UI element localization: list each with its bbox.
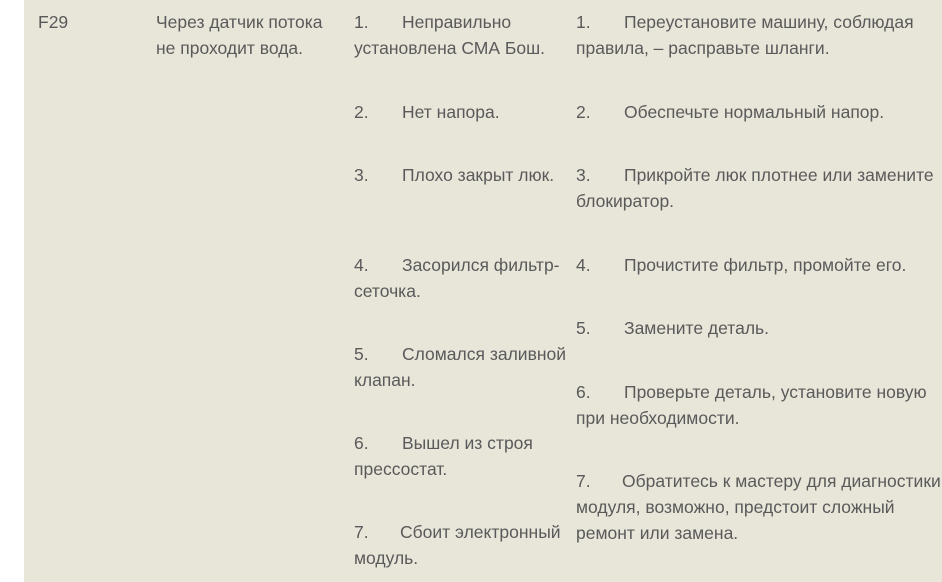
fix-item — [576, 99, 942, 125]
cause-number: 6. — [354, 433, 369, 453]
cause-item — [354, 430, 569, 482]
fix-item — [576, 315, 942, 341]
fix-number: 7. — [576, 471, 591, 491]
cause-number: 5. — [354, 344, 369, 364]
cause-item — [354, 162, 569, 188]
cause-text: Сломался заливной клапан. — [354, 344, 567, 390]
cause-item — [354, 252, 569, 304]
cause-number: 3. — [354, 165, 369, 185]
error-description-cell — [156, 9, 346, 61]
fix-number: 3. — [576, 165, 591, 185]
cause-text: Сбоит электронный модуль. — [354, 522, 561, 568]
cause-text: Нет напора. — [402, 102, 500, 122]
cause-item — [354, 99, 569, 125]
cause-number: 1. — [354, 12, 369, 32]
error-table-row — [24, 0, 942, 582]
fix-item — [576, 162, 942, 214]
cause-text: Засорился фильтр-сеточка. — [354, 255, 560, 301]
fix-number: 2. — [576, 102, 591, 122]
fix-number: 4. — [576, 255, 591, 275]
fix-number: 5. — [576, 318, 591, 338]
fix-text: Замените деталь. — [624, 318, 770, 338]
fix-item — [576, 468, 942, 546]
cause-text: Плохо закрыт люк. — [402, 165, 555, 185]
fix-text: Проверьте деталь, установите новую при необходимости. — [576, 382, 927, 428]
cause-text: Вышел из строя прессостат. — [354, 433, 533, 479]
fix-item — [576, 379, 942, 431]
cause-number: 4. — [354, 255, 369, 275]
fix-text: Переустановите машину, соблюдая правила, – расправьте шланги. — [576, 12, 914, 58]
fix-number: 6. — [576, 382, 591, 402]
fix-item — [576, 252, 942, 278]
fix-text: Обратитесь к мастеру для диагностики модуля, возможно, предстоит сложный ремонт или замена. — [576, 471, 941, 543]
cause-number: 2. — [354, 102, 369, 122]
fix-item — [576, 9, 942, 61]
cause-text: Неправильно установлена СМА Бош. — [354, 12, 546, 58]
error-code-cell — [38, 9, 148, 35]
cause-item — [354, 519, 569, 571]
fix-text: Прочистите фильтр, промойте его. — [624, 255, 907, 275]
cause-item — [354, 341, 569, 393]
fix-number: 1. — [576, 12, 591, 32]
cause-number: 7. — [354, 522, 369, 542]
cause-item — [354, 9, 569, 61]
fix-text: Прикройте люк плотнее или замените блокиратор. — [576, 165, 934, 211]
error-code: F29 — [38, 12, 69, 32]
fix-text: Обеспечьте нормальный напор. — [624, 102, 885, 122]
error-description: Через датчик потока не проходит вода. — [156, 12, 323, 58]
